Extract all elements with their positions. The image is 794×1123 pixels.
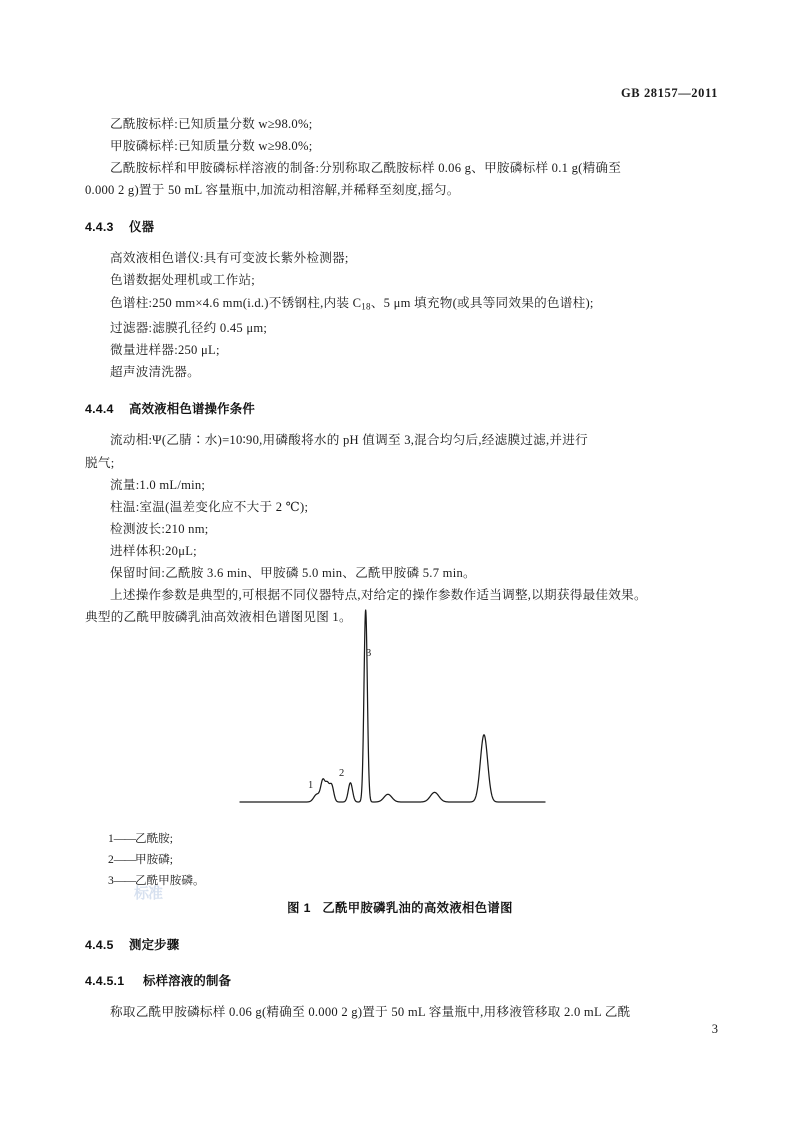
chromatogram-svg — [85, 596, 715, 820]
heading-4-4-5-1-title: 标样溶液的制备 — [143, 974, 232, 988]
document-body-lower — [85, 935, 715, 1023]
heading-4-4-3-number: 4.4.3 — [85, 220, 114, 235]
column-subscript: 18 — [361, 301, 371, 312]
column-text-b: 、5 μm 填充物(或具等同效果的色谱柱); — [370, 295, 594, 310]
page-number: 3 — [711, 1022, 718, 1036]
retention-time: 保留时间:乙酰胺 3.6 min、甲胺磷 5.0 min、乙酰甲胺磷 5.7 min。 — [110, 566, 476, 581]
peak-label-2: 2 — [339, 768, 345, 779]
chromatogram-chart — [85, 596, 715, 820]
instrument-item-3: 微量进样器:250 μL; — [110, 343, 220, 358]
legend-dash-3: —— — [113, 874, 135, 887]
peak-label-3: 3 — [366, 648, 372, 659]
heading-4-4-5 — [85, 935, 715, 955]
standard-number: GB 28157—2011 — [620, 86, 718, 100]
instrument-item-0: 高效液相色谱仪:具有可变波长紫外检测器; — [110, 251, 349, 266]
operating-note-line1: 上述操作参数是典型的,可根据不同仪器特点,对给定的操作参数作适当调整,以期获得最佳效果。 — [110, 588, 647, 603]
heading-4-4-3 — [85, 217, 715, 237]
peak-label-1: 1 — [308, 780, 314, 791]
paragraph-methamidophos-standard: 甲胺磷标样:已知质量分数 w≥98.0%; — [110, 139, 313, 154]
paragraph-standard-solution-line2: 0.000 2 g)置于 50 mL 容量瓶中,加流动相溶解,并稀释至刻度,摇匀。 — [85, 183, 460, 198]
heading-4-4-3-title: 仪器 — [129, 220, 155, 235]
legend-item-1 — [108, 828, 408, 849]
heading-4-4-5-1 — [85, 971, 715, 991]
operating-note-line2: 典型的乙酰甲胺磷乳油高效液相色谱图见图 1。 — [85, 610, 352, 625]
injection-volume: 进样体积:20μL; — [110, 543, 197, 558]
figure-caption-text: 乙酰甲胺磷乳油的高效液相色谱图 — [322, 901, 513, 915]
watermark-artifact: 标准 — [134, 885, 163, 902]
instrument-item-2: 过滤器:滤膜孔径约 0.45 μm; — [110, 321, 268, 336]
legend-index-1: 1 — [108, 832, 114, 845]
flow-rate: 流量:1.0 mL/min; — [110, 477, 206, 492]
detection-wavelength: 检测波长:210 nm; — [110, 521, 209, 536]
legend-index-3: 3 — [108, 874, 114, 887]
mobile-phase-line1: 流动相:Ψ(乙腈∶水)=10∶90,用磷酸将水的 pH 值调至 3,混合均匀后,经滤膜过滤,并进行 — [110, 433, 588, 448]
instrument-item-1: 色谱数据处理机或工作站; — [110, 273, 256, 288]
chromatogram-trace — [240, 610, 545, 802]
column-temperature: 柱温:室温(温差变化应不大于 2 ℃); — [110, 499, 309, 514]
figure-1 — [85, 596, 715, 820]
legend-dash-1: —— — [113, 832, 135, 845]
heading-4-4-4-title: 高效液相色谱操作条件 — [129, 402, 255, 417]
legend-label-2: 甲胺磷; — [134, 853, 173, 866]
heading-4-4-4-number: 4.4.4 — [85, 402, 114, 417]
spacer — [85, 419, 715, 429]
heading-4-4-5-title: 测定步骤 — [129, 938, 180, 952]
instrument-item-column — [85, 292, 715, 318]
figure-caption-label: 图 1 — [287, 901, 311, 915]
figure-caption — [85, 898, 715, 916]
heading-4-4-5-1-number: 4.4.5.1 — [85, 974, 125, 988]
document-body-upper — [85, 113, 715, 628]
column-text-a: 色谱柱:250 mm×4.6 mm(i.d.)不锈钢柱,内装 C — [110, 295, 362, 310]
mobile-phase-line2: 脱气; — [85, 455, 115, 470]
legend-label-1: 乙酰胺; — [134, 832, 173, 845]
spacer — [85, 991, 715, 1001]
spacer — [85, 383, 715, 399]
instrument-item-4: 超声波清洗器。 — [110, 365, 200, 380]
legend-dash-2: —— — [113, 853, 135, 866]
legend-label-3: 乙酰甲胺磷。 — [134, 874, 205, 887]
paragraph-standard-solution-line1: 乙酰胺标样和甲胺磷标样溶液的制备:分别称取乙酰胺标样 0.06 g、甲胺磷标样 0.1 g(精确至 — [110, 161, 622, 176]
legend-item-2 — [108, 849, 408, 870]
paragraph-standard-solution-prep: 称取乙酰甲胺磷标样 0.06 g(精确至 0.000 2 g)置于 50 mL 容量瓶中,用移液管移取 2.0 mL 乙酰 — [110, 1005, 631, 1019]
spacer — [85, 237, 715, 247]
heading-4-4-4 — [85, 399, 715, 419]
page-header — [85, 86, 718, 106]
spacer — [85, 955, 715, 971]
legend-index-2: 2 — [108, 853, 114, 866]
spacer — [85, 201, 715, 217]
paragraph-acetamide-standard: 乙酰胺标样:已知质量分数 w≥98.0%; — [110, 117, 313, 131]
heading-4-4-5-number: 4.4.5 — [85, 938, 114, 952]
